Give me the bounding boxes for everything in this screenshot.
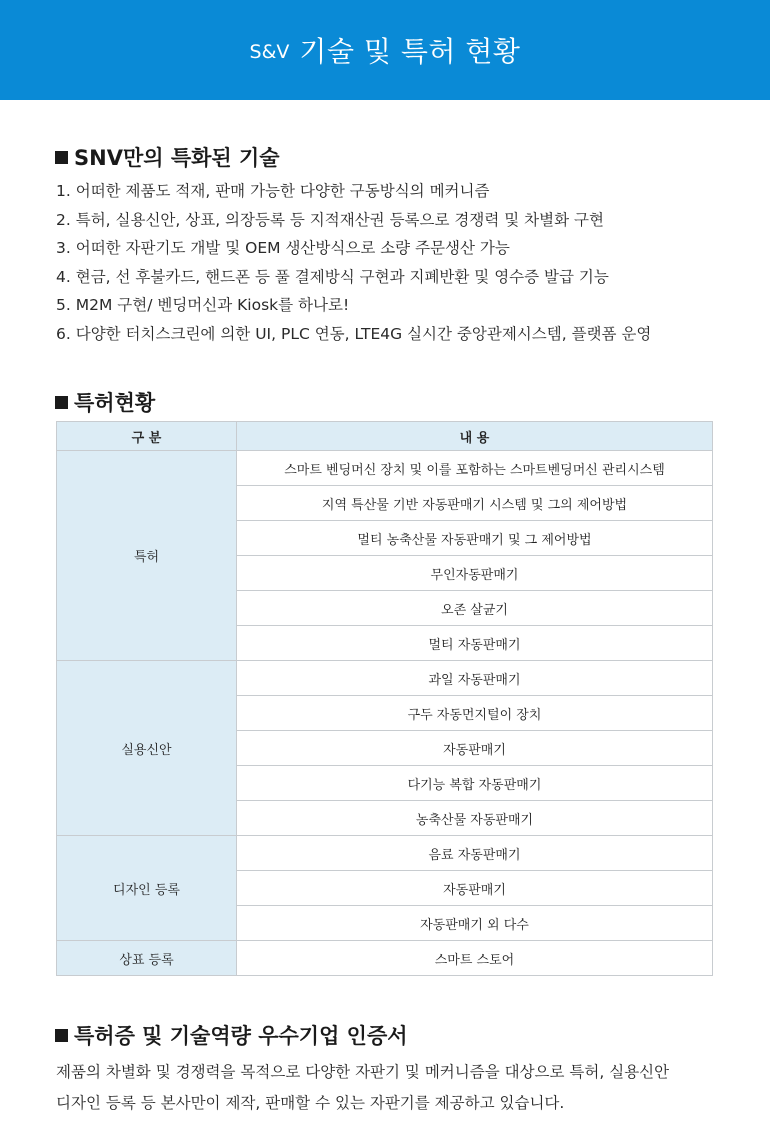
content-cell: 오존 살균기 [237, 591, 713, 626]
feature-item: 6. 다양한 터치스크린에 의한 UI, PLC 연동, LTE4G 실시간 중앙관제시스템, 플랫폼 운영 [56, 324, 652, 343]
header-banner [0, 0, 770, 100]
content-cell: 구두 자동먼지털이 장치 [237, 696, 713, 731]
content-cell: 무인자동판매기 [237, 556, 713, 591]
section-title-text: 특허증 및 기술역량 우수기업 인증서 [74, 1024, 408, 1048]
table-row [57, 661, 713, 696]
category-cell: 실용신안 [57, 661, 237, 836]
column-header-content: 내 용 [237, 422, 713, 451]
section-title-patents [55, 387, 155, 417]
category-cell: 디자인 등록 [57, 836, 237, 941]
patent-table [56, 421, 713, 976]
square-bullet-icon [55, 396, 68, 409]
section-title-technology [55, 142, 280, 172]
content-cell: 자동판매기 [237, 731, 713, 766]
description-line: 제품의 차별화 및 경쟁력을 목적으로 다양한 자판기 및 메커니즘을 대상으로 특허, 실용신안 [56, 1063, 670, 1081]
content-cell: 음료 자동판매기 [237, 836, 713, 871]
feature-item: 3. 어떠한 자판기도 개발 및 OEM 생산방식으로 소량 주문생산 가능 [56, 239, 510, 257]
content-cell: 농축산물 자동판매기 [237, 801, 713, 836]
table-row [57, 941, 713, 976]
category-cell: 특허 [57, 451, 237, 661]
content-cell: 멀티 자동판매기 [237, 626, 713, 661]
content-cell: 과일 자동판매기 [237, 661, 713, 696]
description-line: 디자인 등록 등 본사만이 제작, 판매할 수 있는 자판기를 제공하고 있습니다. [56, 1094, 565, 1112]
certificate-description [56, 1057, 669, 1119]
table-row [57, 451, 713, 486]
feature-list [56, 177, 651, 348]
feature-item: 4. 현금, 선 후불카드, 핸드폰 등 풀 결제방식 구현과 지폐반환 및 영수증 발급 기능 [56, 267, 609, 286]
brand-label: S&V [249, 41, 290, 63]
content-cell: 멀티 농축산물 자동판매기 및 그 제어방법 [237, 521, 713, 556]
table-row [57, 836, 713, 871]
content-cell: 자동판매기 [237, 871, 713, 906]
category-cell: 상표 등록 [57, 941, 237, 976]
section-title-text: 특허현황 [74, 391, 156, 415]
section-title-certificates [55, 1020, 408, 1050]
square-bullet-icon [55, 1029, 68, 1042]
square-bullet-icon [55, 151, 68, 164]
feature-item: 1. 어떠한 제품도 적재, 판매 가능한 다양한 구동방식의 메커니즘 [56, 182, 490, 200]
section-title-text: SNV만의 특화된 기술 [74, 146, 280, 170]
feature-item: 5. M2M 구현/ 벤딩머신과 Kiosk를 하나로! [56, 296, 350, 314]
content-cell: 지역 특산물 기반 자동판매기 시스템 및 그의 제어방법 [237, 486, 713, 521]
content-cell: 스마트 스토어 [237, 941, 713, 976]
content-cell: 자동판매기 외 다수 [237, 906, 713, 941]
column-header-category: 구 분 [57, 422, 237, 451]
table-header-row [57, 422, 713, 451]
feature-item: 2. 특허, 실용신안, 상표, 의장등록 등 지적재산권 등록으로 경쟁력 및 차별화 구현 [56, 210, 604, 229]
content-cell: 스마트 벤딩머신 장치 및 이를 포함하는 스마트벤딩머신 관리시스템 [237, 451, 713, 486]
page-title: 기술 및 특허 현황 [299, 35, 521, 68]
content-cell: 다기능 복합 자동판매기 [237, 766, 713, 801]
